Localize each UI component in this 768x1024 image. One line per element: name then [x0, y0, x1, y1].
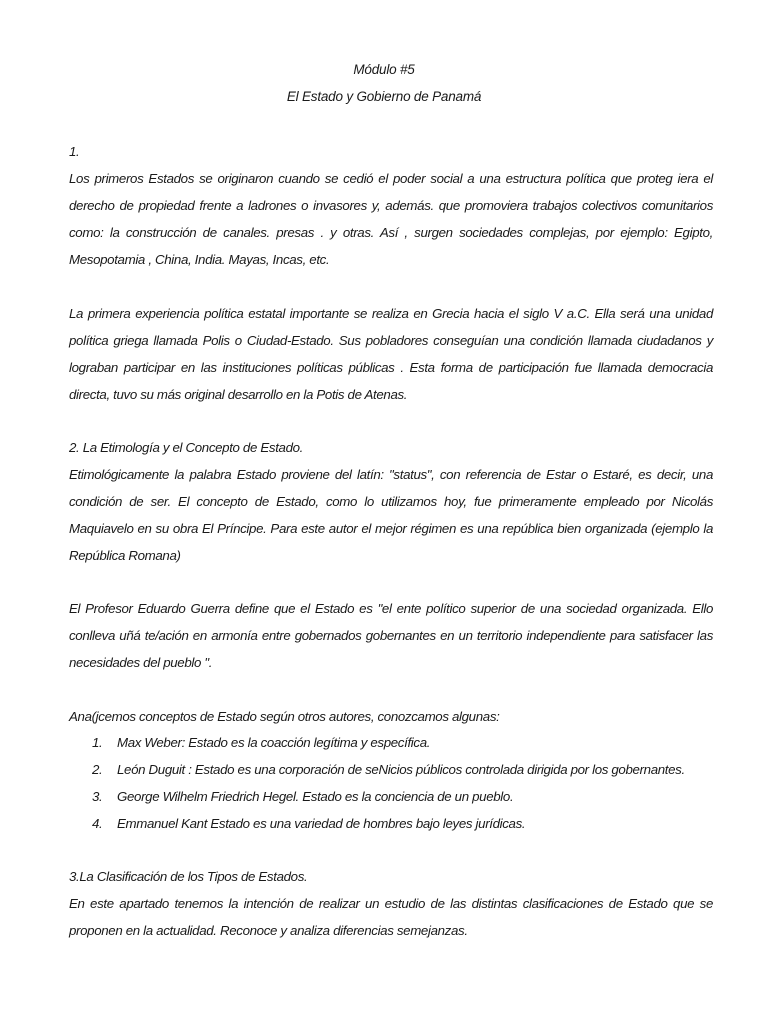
- section-2-paragraph-2: El Profesor Eduardo Guerra define que el Estado es "el ente político superior de una sociedad organizada. Ello conlleva uñá te/ación en armonía entre gobernados gobernantes en un territorio independiente para satisfacer las necesidades del pueblo ".: [69, 601, 713, 670]
- list-item-number: 4.: [92, 816, 103, 831]
- section-2-heading: 2. La Etimología y el Concepto de Estado.: [69, 440, 304, 455]
- section-3-heading: 3.La Clasificación de los Tipos de Estados.: [69, 869, 308, 884]
- section-1-number: 1.: [69, 144, 80, 159]
- section-1-paragraph-1: Los primeros Estados se originaron cuando se cedió el poder social a una estructura política que proteg iera el derecho de propiedad frente a ladrones o invasores y, además. que promoviera trabajos colectivos comunitarios como: la construcción de canales. presas . y otras. Así , surgen sociedades complejas, por ejemplo: Egipto, Mesopotamia , China, India. Mayas, Incas, etc.: [69, 171, 713, 267]
- list-item-text: George Wilhelm Friedrich Hegel. Estado es la conciencia de un pueblo.: [117, 789, 514, 804]
- list-item-number: 3.: [92, 789, 103, 804]
- list-item-text: Max Weber: Estado es la coacción legítima y específica.: [117, 735, 431, 750]
- list-item-text: Emmanuel Kant Estado es una variedad de hombres bajo leyes jurídicas.: [117, 816, 526, 831]
- section-1-paragraph-2: La primera experiencia política estatal importante se realiza en Grecia hacia el siglo V a.C. Ella será una unidad política griega llamada Polis o Ciudad-Estado. Sus pobladores conseguían una condición llamada ciudadanos y lograban participar en las instituciones políticas públicas . Esta forma de participación fue llamada democracia directa, tuvo su más original desarrollo en la Potis de Atenas.: [69, 306, 713, 402]
- page-subtitle: El Estado y Gobierno de Panamá: [286, 89, 482, 104]
- page-title: Módulo #5: [353, 62, 415, 77]
- section-3-paragraph-1: En este apartado tenemos la intención de realizar un estudio de las distintas clasificaciones de Estado que se proponen en la actualidad. Reconoce y analiza diferencias semejanzas.: [69, 896, 713, 938]
- list-item-number: 2.: [92, 762, 103, 777]
- list-item-text: León Duguit : Estado es una corporación de seNicios públicos controlada dirigida por los gobernantes.: [117, 762, 685, 777]
- list-item-number: 1.: [92, 735, 103, 750]
- section-2-intro: Ana(jcemos conceptos de Estado según otros autores, conozcamos algunas:: [69, 709, 500, 724]
- section-2-paragraph-1: Etimológicamente la palabra Estado proviene del latín: "status", con referencia de Estar o Estaré, es decir, una condición de ser. El concepto de Estado, como lo utilizamos hoy, fue primeramente empleado por Nicolás Maquiavelo en su obra El Príncipe. Para este autor el mejor régimen es una república bien organizada (ejemplo la República Romana): [69, 467, 713, 563]
